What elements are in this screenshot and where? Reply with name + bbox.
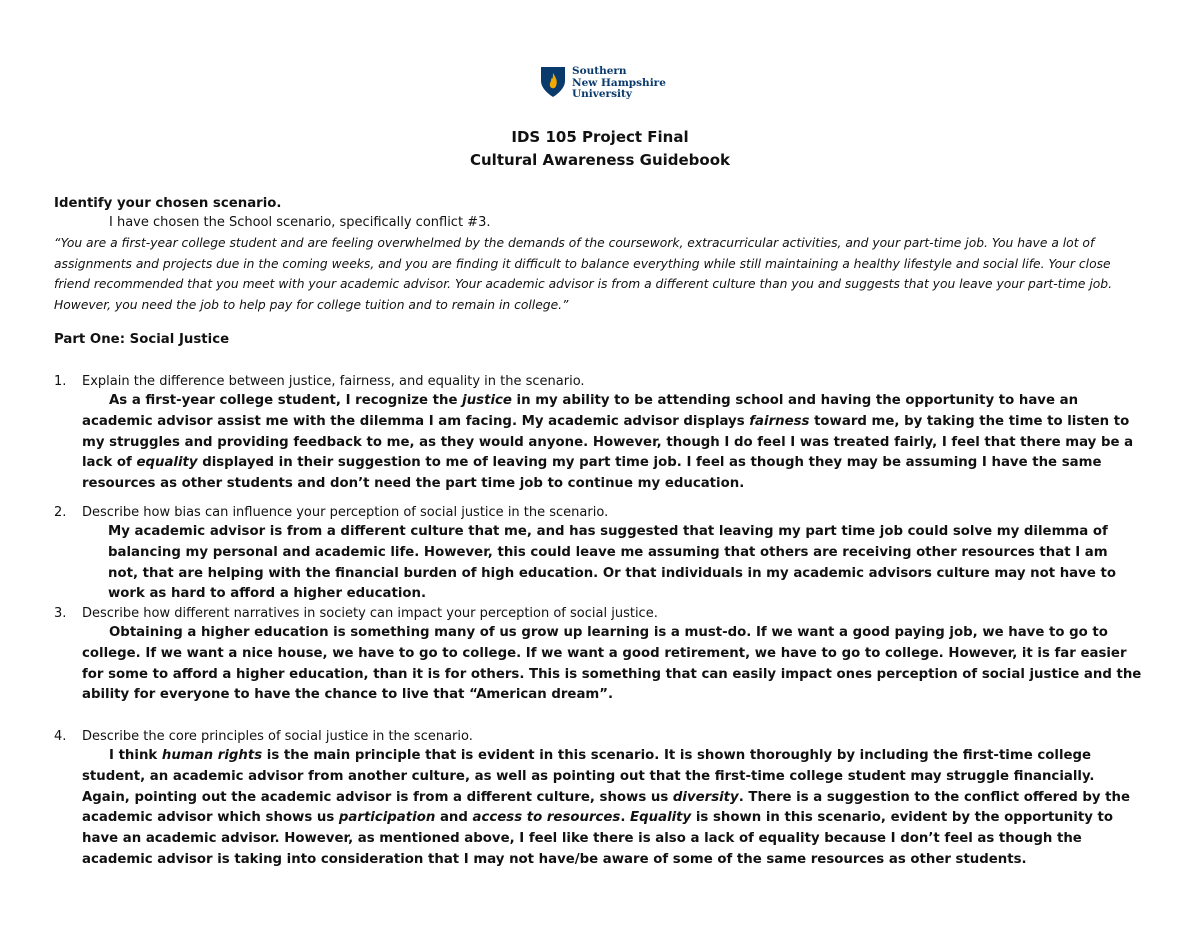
answer-emphasis: Equality xyxy=(630,810,692,826)
answer-text: toward me, by taking the time to listen to my struggles and providing feedback to me, as they would anyone. However, though I do feel I was treated fairly, I feel that there may be a lack of xyxy=(82,413,1134,471)
question-number: 2. xyxy=(54,505,67,520)
question-answer: Obtaining a higher education is something many of us grow up learning is a must-do. If we want a good paying job, we have to go to college. If we want a nice house, we have to go to college. If we want a good retirement, we have to go to college. However, it is far easier for some to afford a higher education, than it is for others. This is something that can easily impact ones perception of social justice and the ability for everyone to have the chance to live that “American dream”. xyxy=(82,625,1142,703)
scenario-heading: Identify your chosen scenario. xyxy=(54,196,282,211)
part-one-heading: Part One: Social Justice xyxy=(54,332,230,347)
question-answer xyxy=(82,746,1142,871)
answer-emphasis: fairness xyxy=(749,413,810,429)
answer-text: I think xyxy=(109,748,162,763)
question-number: 3. xyxy=(54,606,67,621)
scenario-quote: “You are a first-year college student and are feeling overwhelmed by the demands of the coursework, extracurricular activities, and your part-time job. You have a lot of assignments and projects due in the coming weeks, and you are finding it difficult to balance everything while still maintaining a healthy lifestyle and social life. Your close friend recommended that you meet with your academic advisor. Your academic advisor is from a different culture than you and suggests that you leave your part-time job. However, you need the job to help pay for college tuition and to remain in college.” xyxy=(54,236,1113,312)
question-number: 1. xyxy=(54,374,67,389)
question-answer: My academic advisor is from a different culture that me, and has suggested that leaving my part time job could solve my dilemma of balancing my personal and academic life. However, this could leave me assuming that others are receiving other resources that I am not, that are helping with the financial burden of high education. Or that individuals in my academic advisors culture may not have to work as hard to afford a higher education. xyxy=(108,524,1116,602)
scenario-choice: I have chosen the School scenario, specifically conflict #3. xyxy=(109,215,491,230)
question-prompt: Describe the core principles of social justice in the scenario. xyxy=(82,729,473,744)
answer-text: is shown in this scenario, evident by the opportunity to have an academic advisor. However, as mentioned above, I feel like there is also a lack of equality because I don’t feel as though the academic advisor is taking into consideration that I may not have/be aware of some of the same resources as other students. xyxy=(82,810,1113,867)
logo-line-3: University xyxy=(572,88,632,100)
answer-text: . There is a suggestion to the conflict offered by the academic advisor which shows us xyxy=(82,789,1131,826)
answer-text: and xyxy=(435,810,473,826)
answer-text: displayed in their suggestion to me of leaving my part time job. I feel as though they may be assuming I have the same resources as other students and don’t need the part time job to continue my education. xyxy=(82,455,1102,492)
question-prompt: Describe how bias can influence your perception of social justice in the scenario. xyxy=(82,505,609,520)
question-prompt: Describe how different narratives in society can impact your perception of social justice. xyxy=(82,606,658,621)
shield-flame-icon xyxy=(540,66,566,98)
logo-line-1: Southern xyxy=(572,65,627,77)
answer-emphasis: justice xyxy=(462,393,512,408)
logo-wordmark xyxy=(572,66,666,101)
answer-emphasis: equality xyxy=(136,455,198,471)
answer-emphasis: human rights xyxy=(161,748,263,763)
question-prompt: Explain the difference between justice, fairness, and equality in the scenario. xyxy=(82,374,585,389)
answer-emphasis: participation xyxy=(338,810,436,826)
answer-emphasis: diversity xyxy=(672,789,739,805)
logo-line-2: New Hampshire xyxy=(572,76,666,89)
document-subtitle: Cultural Awareness Guidebook xyxy=(469,151,731,169)
university-logo xyxy=(540,66,666,101)
question-number: 4. xyxy=(54,729,67,744)
answer-text: is the main principle that is evident in this scenario. It is shown thoroughly by including the first-time college student, an academic advisor from another culture, as well as pointing out that the first-time college student may struggle financially. Again, pointing out the academic advisor is from a different culture, shows us xyxy=(82,748,1095,805)
answer-text: As a first-year college student, I recognize the xyxy=(109,393,463,408)
document-title: IDS 105 Project Final xyxy=(511,128,689,146)
question-answer xyxy=(82,391,1142,495)
answer-text: in my ability to be attending school and having the opportunity to have an academic advisor assist me with the dilemma I am facing. My academic advisor displays xyxy=(82,393,1079,429)
answer-text: . xyxy=(620,810,631,826)
answer-emphasis: access to resources xyxy=(472,810,621,826)
